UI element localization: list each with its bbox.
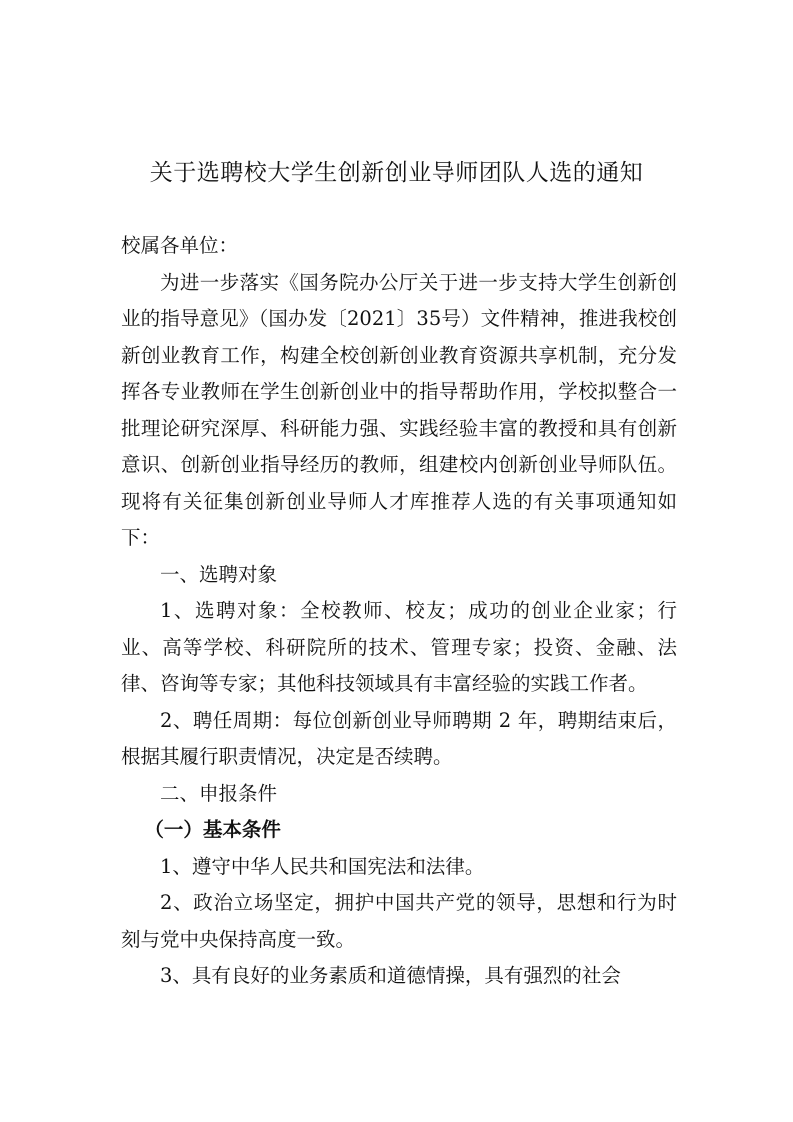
section1-heading: 一、选聘对象 bbox=[160, 562, 278, 586]
section2-item2: 2、政治立场坚定，拥护中国共产党的领导，思想和行为时刻与党中央保持高度一致。 bbox=[121, 891, 677, 951]
salutation: 校属各单位： bbox=[121, 234, 239, 257]
section2-heading: 二、申报条件 bbox=[160, 781, 278, 805]
section2-item3: 3、具有良好的业务素质和道德情操，具有强烈的社会 bbox=[160, 964, 621, 987]
section1-item2: 2、聘任周期：每位创新创业导师聘期 2 年，聘期结束后，根据其履行职责情况，决定是否续聘。 bbox=[121, 708, 677, 768]
section1-item1: 1、选聘对象：全校教师、校友；成功的创业企业家；行业、高等学校、科研院所的技术、管理专家；投资、金融、法律、咨询等专家；其他科技领域具有丰富经验的实践工作者。 bbox=[121, 599, 677, 695]
document-title: 关于选聘校大学生创新创业导师团队人选的通知 bbox=[149, 160, 644, 186]
document-body bbox=[121, 228, 677, 995]
section2-item1: 1、遵守中华人民共和国宪法和法律。 bbox=[160, 854, 485, 878]
section2-subheading-basic: （一）基本条件 bbox=[144, 818, 281, 841]
intro-paragraph: 为进一步落实《国务院办公厅关于进一步支持大学生创新创业的指导意见》（国办发〔2021〕35号）文件精神，推进我校创新创业教育工作，构建全校创新创业教育资源共享机制，充分发挥各专业教师在学生创新创业中的指导帮助作用，学校拟整合一批理论研究深厚、科研能力强、实践经验丰富的教授和具有创新意识、创新创业指导经历的教师，组建校内创新创业导师队伍。现将有关征集创新创业导师人才库推荐人选的有关事项通知如下： bbox=[121, 270, 677, 549]
